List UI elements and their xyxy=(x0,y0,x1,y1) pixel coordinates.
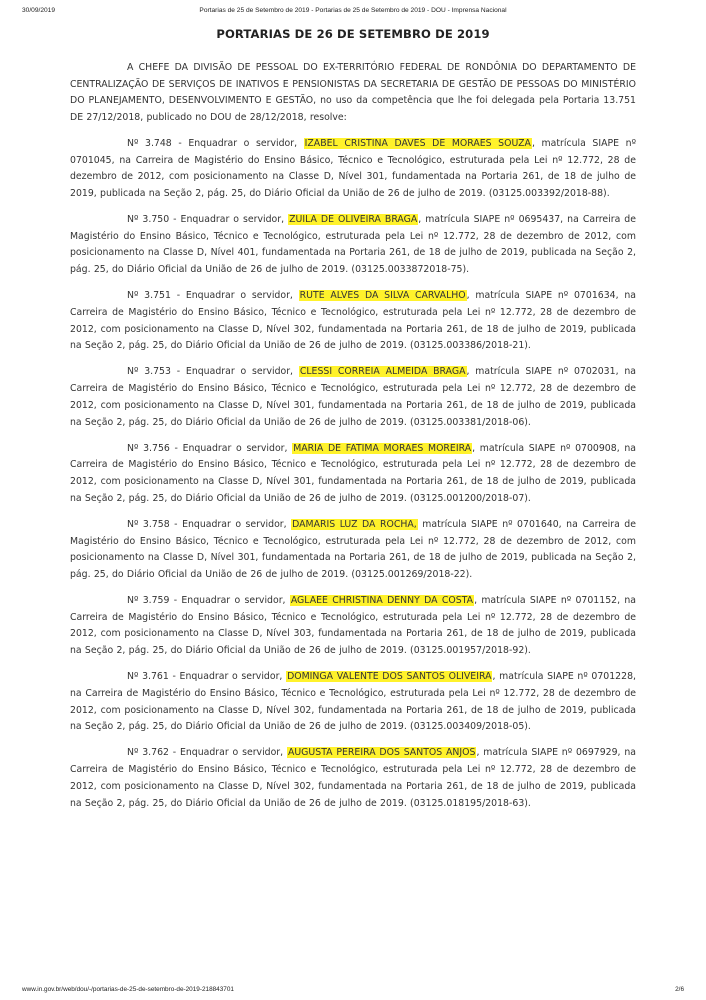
portaria-number-text: Nº 3.753 - Enquadrar o servidor, xyxy=(127,366,299,378)
portaria-body-text: , matrícula SIAPE nº 0701634, na Carreira de Magistério do Ensino Básico, Técnico e Tecnológico, estruturada pela Lei nº 12.772, 28 de dezembro de 2012, com posicionamento na Classe D, Nível 302, fundamentada na Portaria 261, de 18 de julho de 2019, publicada na Seção 2, pág. 25, do Diário Oficial da União de 26 de julho de 2019. (03125.003386/2018-21). xyxy=(70,290,636,352)
portaria-paragraph xyxy=(70,593,636,660)
portaria-body-text: , matrícula SIAPE nº 0702031, na Carreira de Magistério do Ensino Básico, Técnico e Tecnológico, estruturada pela Lei nº 12.772, 28 de dezembro de 2012, com posicionamento na Classe D, Nível 301, fundamentada na Portaria 261, de 18 de julho de 2019, publicada na Seção 2, pág. 25, do Diário Oficial da União de 26 de julho de 2019. (03125.003381/2018-06). xyxy=(70,366,636,428)
portaria-body-text: matrícula SIAPE nº 0701640, na Carreira de Magistério do Ensino Básico, Técnico e Tecnológico, estruturada pela Lei nº 12.772, 28 de dezembro de 2012, com posicionamento na Classe D, Nível 301, fundamentada na Portaria 261, de 18 de julho de 2019, publicada na Seção 2, pág. 25, do Diário Oficial da União de 26 de julho de 2019. (03125.001269/2018-22). xyxy=(70,518,636,580)
portaria-body-text: , matrícula SIAPE nº 0695437, na Carreira de Magistério do Ensino Básico, Técnico e Tecnológico, estruturada pela Lei nº 12.772, 28 de dezembro de 2012, com posicionamento na Classe D, Nível 401, fundamentada na Portaria 261, de 18 de julho de 2019, publicada na Seção 2, pág. 25, do Diário Oficial da União de 26 de julho de 2019. (03125.0033872018-75). xyxy=(70,214,636,276)
portaria-body-text: , matrícula SIAPE nº 0701045, na Carreira de Magistério do Ensino Básico, Técnico e Tecnológico, estruturada pela Lei nº 12.772, 28 de dezembro de 2012, com posicionamento na Classe D, Nível 301, fundamentada na Portaria 261, de 18 de julho de 2019, publicada na Seção 2, pág. 25, do Diário Oficial da União de 26 de julho de 2019. (03125.003392/2018-88). xyxy=(70,137,636,199)
portaria-number-text: Nº 3.759 - Enquadrar o servidor, xyxy=(127,595,290,607)
portaria-number-text: Nº 3.761 - Enquadrar o servidor, xyxy=(127,671,287,683)
highlighted-servidor-name: ZUILA DE OLIVEIRA BRAGA xyxy=(289,214,418,226)
document-title: PORTARIAS DE 26 DE SETEMBRO DE 2019 xyxy=(216,27,490,41)
portaria-paragraph xyxy=(70,441,636,508)
print-footer xyxy=(22,981,684,993)
portaria-paragraph xyxy=(70,669,636,736)
page-url[interactable]: www.in.gov.br/web/dou/-/portarias-de-25-de-setembro-de-2019-218843701 xyxy=(22,986,234,993)
print-page-title: Portarias de 25 de Setembro de 2019 - Portarias de 25 de Setembro de 2019 - DOU - Imprensa Nacional xyxy=(199,7,507,14)
portaria-number-text: Nº 3.750 - Enquadrar o servidor, xyxy=(127,214,289,226)
portaria-paragraph xyxy=(70,745,636,812)
portaria-paragraph xyxy=(70,136,636,203)
highlighted-servidor-name: DAMARIS LUZ DA ROCHA, xyxy=(292,518,417,530)
portaria-body-text: , matrícula SIAPE nº 0700908, na Carreira de Magistério do Ensino Básico, Técnico e Tecnológico, estruturada pela Lei nº 12.772, 28 de dezembro de 2012, com posicionamento na Classe D, Nível 301, fundamentada na Portaria 261, de 18 de julho de 2019, publicada na Seção 2, pág. 25, do Diário Oficial da União de 26 de julho de 2019. (03125.001200/2018-07). xyxy=(70,442,637,504)
portaria-body-text: , matrícula SIAPE nº 0701228, na Carreira de Magistério do Ensino Básico, Técnico e Tecnológico, estruturada pela Lei nº 12.772, 28 de dezembro de 2012, com posicionamento na Classe D, Nível 302, fundamentada na Portaria 261, de 18 de julho de 2019, publicada na Seção 2, pág. 25, do Diário Oficial da União de 26 de julho de 2019. (03125.003409/2018-05). xyxy=(70,671,636,733)
portaria-number-text: Nº 3.751 - Enquadrar o servidor, xyxy=(127,290,299,302)
document-body xyxy=(70,60,636,822)
highlighted-servidor-name: RUTE ALVES DA SILVA CARVALHO xyxy=(299,290,466,302)
portaria-body-text: , matrícula SIAPE nº 0697929, na Carreira de Magistério do Ensino Básico, Técnico e Tecnológico, estruturada pela Lei nº 12.772, 28 de dezembro de 2012, com posicionamento na Classe D, Nível 302, fundamentada na Portaria 261, de 18 de julho de 2019, publicada na Seção 2, pág. 25, do Diário Oficial da União de 26 de julho de 2019. (03125.018195/2018-63). xyxy=(70,747,636,809)
portaria-number-text: Nº 3.758 - Enquadrar o servidor, xyxy=(127,518,292,530)
intro-paragraph: A CHEFE DA DIVISÃO DE PESSOAL DO EX-TERRITÓRIO FEDERAL DE RONDÔNIA DO DEPARTAMENTO DE CENTRALIZAÇÃO DE SERVIÇOS DE INATIVOS E PENSIONISTAS DA SECRETARIA DE GESTÃO DE PESSOAS DO MINISTÉRIO DO PLANEJAMENTO, DESENVOLVIMENTO E GESTÃO, no uso da competência que lhe foi delegada pela Portaria 13.751 DE 27/12/2018, publicado no DOU de 28/12/2018, resolve: xyxy=(70,62,636,124)
highlighted-servidor-name: IZABEL CRISTINA DAVES DE MORAES SOUZA xyxy=(304,137,531,149)
portaria-paragraph xyxy=(70,212,636,279)
print-header xyxy=(22,7,684,19)
highlighted-servidor-name: AGLAEE CHRISTINA DENNY DA COSTA xyxy=(290,595,474,607)
highlighted-servidor-name: CLESSI CORREIA ALMEIDA BRAGA xyxy=(299,366,466,378)
print-date: 30/09/2019 xyxy=(22,7,56,14)
portaria-paragraph xyxy=(70,364,636,431)
portaria-number-text: Nº 3.762 - Enquadrar o servidor, xyxy=(127,747,287,759)
highlighted-servidor-name: MARIA DE FATIMA MORAES MOREIRA xyxy=(293,442,472,454)
highlighted-servidor-name: AUGUSTA PEREIRA DOS SANTOS ANJOS xyxy=(287,747,476,759)
portaria-number-text: Nº 3.756 - Enquadrar o servidor, xyxy=(127,442,293,454)
portaria-list xyxy=(70,136,636,812)
highlighted-servidor-name: DOMINGA VALENTE DOS SANTOS OLIVEIRA xyxy=(287,671,492,683)
portaria-body-text: , matrícula SIAPE nº 0701152, na Carreira de Magistério do Ensino Básico, Técnico e Tecnológico, estruturada pela Lei nº 12.772, 28 de dezembro de 2012, com posicionamento na Classe D, Nível 303, fundamentada na Portaria 261, de 18 de julho de 2019, publicada na Seção 2, pág. 25, do Diário Oficial da União de 26 de julho de 2019. (03125.001957/2018-92). xyxy=(70,595,637,657)
portaria-number-text: Nº 3.748 - Enquadrar o servidor, xyxy=(127,137,304,149)
page-number: 2/6 xyxy=(675,986,684,993)
portaria-paragraph xyxy=(70,288,636,355)
portaria-paragraph xyxy=(70,517,636,584)
